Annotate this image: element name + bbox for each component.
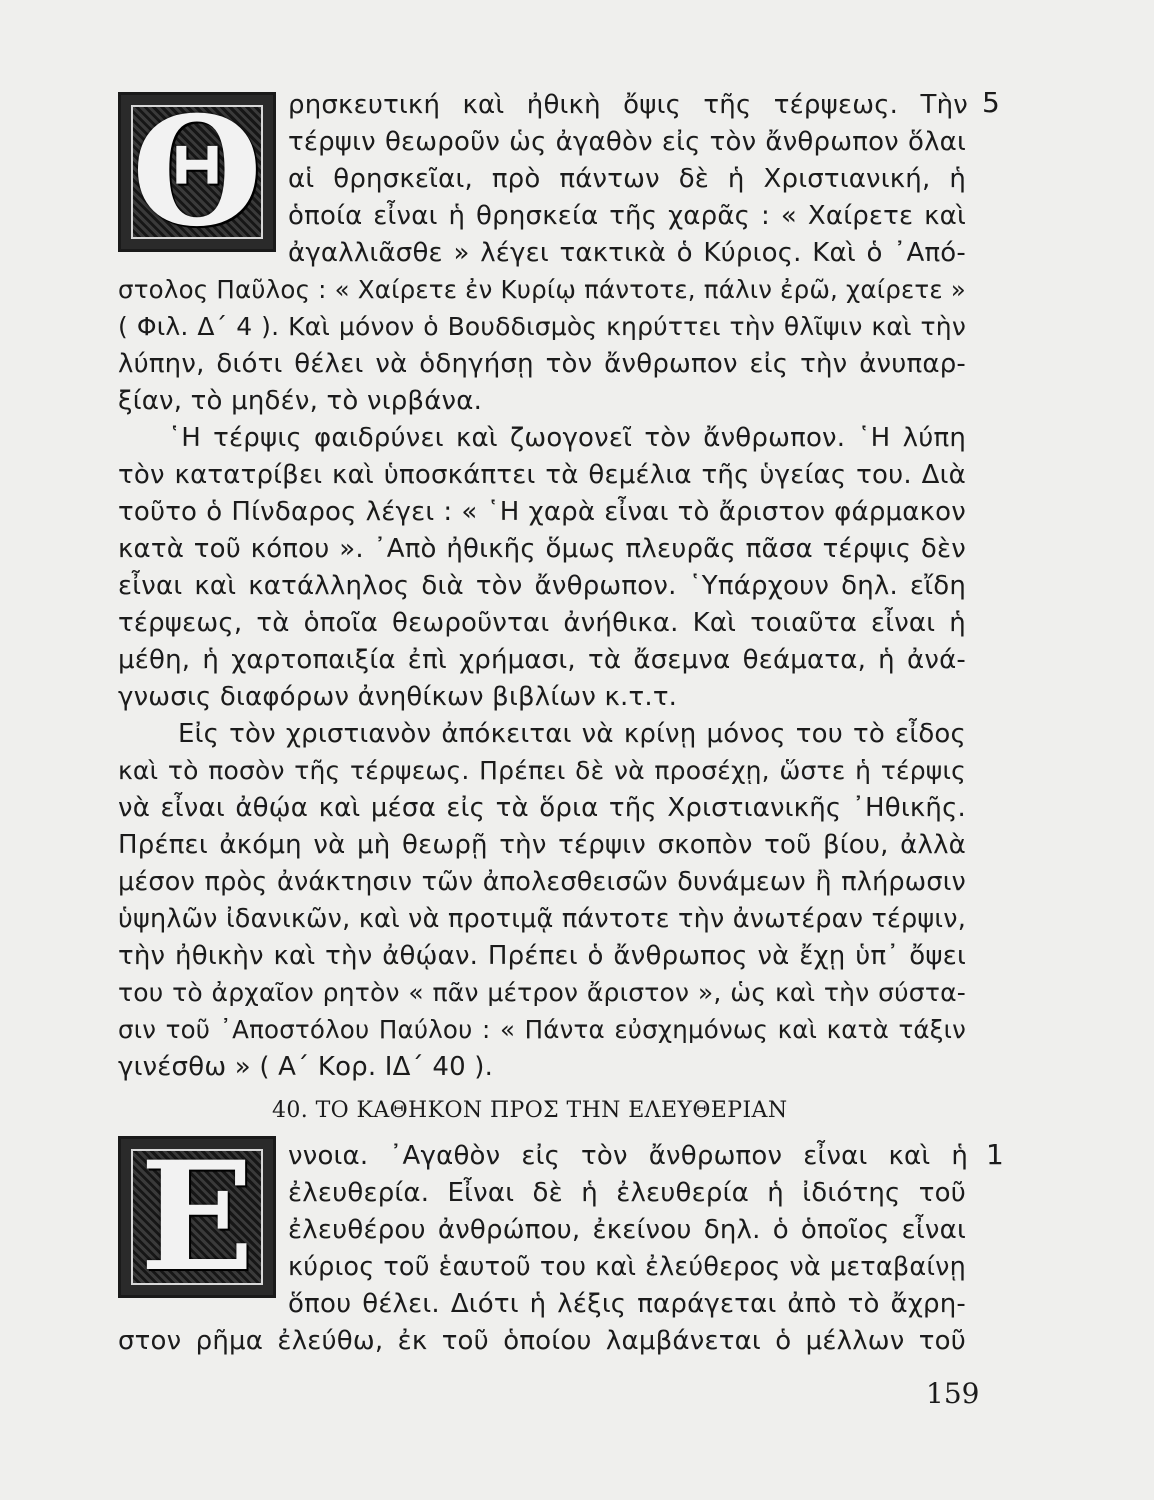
text-line: ὁποία εἶναι ἡ θρησκεία τῆς χαρᾶς : « Χαίρετε καὶ: [288, 201, 966, 231]
text-line: κύριος τοῦ ἑαυτοῦ του καὶ ἐλεύθερος νὰ μεταβαίνῃ: [288, 1252, 966, 1282]
text-line: ἀγαλλιᾶσθε » λέγει τακτικὰ ὁ Κύριος. Καὶ ὁ ᾿Από-: [288, 238, 966, 268]
text-line: γνωσις διαφόρων ἀνηθίκων βιβλίων κ.τ.τ.: [118, 682, 678, 712]
dropcap-theta: [118, 92, 276, 252]
text-line: ὅπου θέλει. Διότι ἡ λέξις παράγεται ἀπὸ τὸ ἄχρη-: [288, 1289, 966, 1319]
text-line: κατὰ τοῦ κόπου ». ᾿Απὸ ἠθικῆς ὅμως πλευρᾶς πᾶσα τέρψις δὲν: [118, 534, 966, 564]
text-line: σιν τοῦ ᾿Αποστόλου Παύλου : « Πάντα εὐσχημόνως καὶ κατὰ τάξιν: [118, 1015, 966, 1044]
text-line: ἐλευθέρου ἀνθρώπου, ἐκείνου δηλ. ὁ ὁποῖος εἶναι: [288, 1215, 966, 1245]
text-line: τέρψεως, τὰ ὁποῖα θεωροῦνται ἀνήθικα. Καὶ τοιαῦτα εἶναι ἡ: [118, 608, 966, 638]
text-line: στον ρῆμα ἐλεύθω, ἐκ τοῦ ὁποίου λαμβάνεται ὁ μέλλων τοῦ: [118, 1326, 966, 1356]
text-line: ξίαν, τὸ μηδέν, τὸ νιρβάνα.: [118, 386, 483, 416]
section-heading: 40. ΤΟ ΚΑΘΗΚΟΝ ΠΡΟΣ ΤΗΝ ΕΛΕΥΘΕΡΙΑΝ: [272, 1098, 788, 1123]
text-line: γινέσθω » ( Α΄ Κορ. ΙΔ΄ 40 ).: [118, 1052, 494, 1082]
text-line: ὑψηλῶν ἰδανικῶν, καὶ νὰ προτιμᾷ πάντοτε τὴν ἀνωτέραν τέρψιν,: [118, 904, 966, 934]
text-line: καὶ τὸ ποσὸν τῆς τέρψεως. Πρέπει δὲ νὰ προσέχῃ, ὥστε ἡ τέρψις: [118, 756, 966, 785]
text-line: του τὸ ἀρχαῖον ρητὸν « πᾶν μέτρον ἄριστον », ὡς καὶ τὴν σύστα-: [118, 978, 966, 1007]
margin-line-number: 5: [982, 86, 1000, 119]
text-line: ννοια. ᾿Αγαθὸν εἰς τὸν ἄνθρωπον εἶναι καὶ ἡ: [288, 1141, 968, 1171]
text-line: τοῦτο ὁ Πίνδαρος λέγει : « ῾Η χαρὰ εἶναι τὸ ἄριστον φάρμακον: [118, 497, 966, 527]
dropcap-letter: Θ: [131, 92, 263, 252]
text-line: νὰ εἶναι ἀθῴα καὶ μέσα εἰς τὰ ὅρια τῆς Χριστιανικῆς ᾿Ηθικῆς.: [118, 793, 966, 823]
text-line: στολος Παῦλος : « Χαίρετε ἐν Κυρίῳ πάντοτε, πάλιν ἐρῶ, χαίρετε »: [118, 275, 966, 304]
text-line: αἱ θρησκεῖαι, πρὸ πάντων δὲ ἡ Χριστιανική, ἡ: [288, 164, 966, 194]
text-line: μέθη, ἡ χαρτοπαιξία ἐπὶ χρήμασι, τὰ ἄσεμνα θεάματα, ἡ ἀνά-: [118, 645, 966, 675]
text-line: εἶναι καὶ κατάλληλος διὰ τὸν ἄνθρωπον. ῾Υπάρχουν δηλ. εἴδη: [118, 571, 966, 601]
text-line: τὸν κατατρίβει καὶ ὑποσκάπτει τὰ θεμέλια τῆς ὑγείας του. Διὰ: [118, 460, 966, 490]
text-line: τέρψιν θεωροῦν ὡς ἀγαθὸν εἰς τὸν ἄνθρωπον ὅλαι: [288, 127, 966, 157]
text-line: ἐλευθερία. Εἶναι δὲ ἡ ἐλευθερία ἡ ἰδιότης τοῦ: [288, 1178, 966, 1208]
page-number: 159: [926, 1377, 980, 1410]
text-line: Πρέπει ἀκόμη νὰ μὴ θεωρῇ τὴν τέρψιν σκοπὸν τοῦ βίου, ἀλλὰ: [118, 830, 966, 860]
text-line: λύπην, διότι θέλει νὰ ὁδηγήσῃ τὸν ἄνθρωπον εἰς τὴν ἀνυπαρ-: [118, 349, 966, 379]
text-line: ρησκευτική καὶ ἠθικὴ ὄψις τῆς τέρψεως. Τὴν: [288, 90, 968, 120]
text-line: Εἰς τὸν χριστιανὸν ἀπόκειται νὰ κρίνῃ μόνος του τὸ εἶδος: [178, 719, 966, 749]
text-line: ῾Η τέρψις φαιδρύνει καὶ ζωογονεῖ τὸν ἄνθρωπον. ῾Η λύπη: [168, 423, 966, 453]
dropcap-letter: Ε: [139, 1136, 255, 1298]
dropcap-epsilon: [118, 1136, 276, 1298]
text-line: ( Φιλ. Δ΄ 4 ). Καὶ μόνον ὁ Βουδδισμὸς κηρύττει τὴν θλῖψιν καὶ τὴν: [118, 312, 966, 341]
text-line: μέσον πρὸς ἀνάκτησιν τῶν ἀπολεσθεισῶν δυνάμεων ἢ πλήρωσιν: [118, 867, 966, 897]
text-line: τὴν ἠθικὴν καὶ τὴν ἀθῴαν. Πρέπει ὁ ἄνθρωπος νὰ ἔχῃ ὑπ᾿ ὄψει: [118, 941, 966, 971]
margin-line-number: 1: [986, 1138, 1004, 1171]
